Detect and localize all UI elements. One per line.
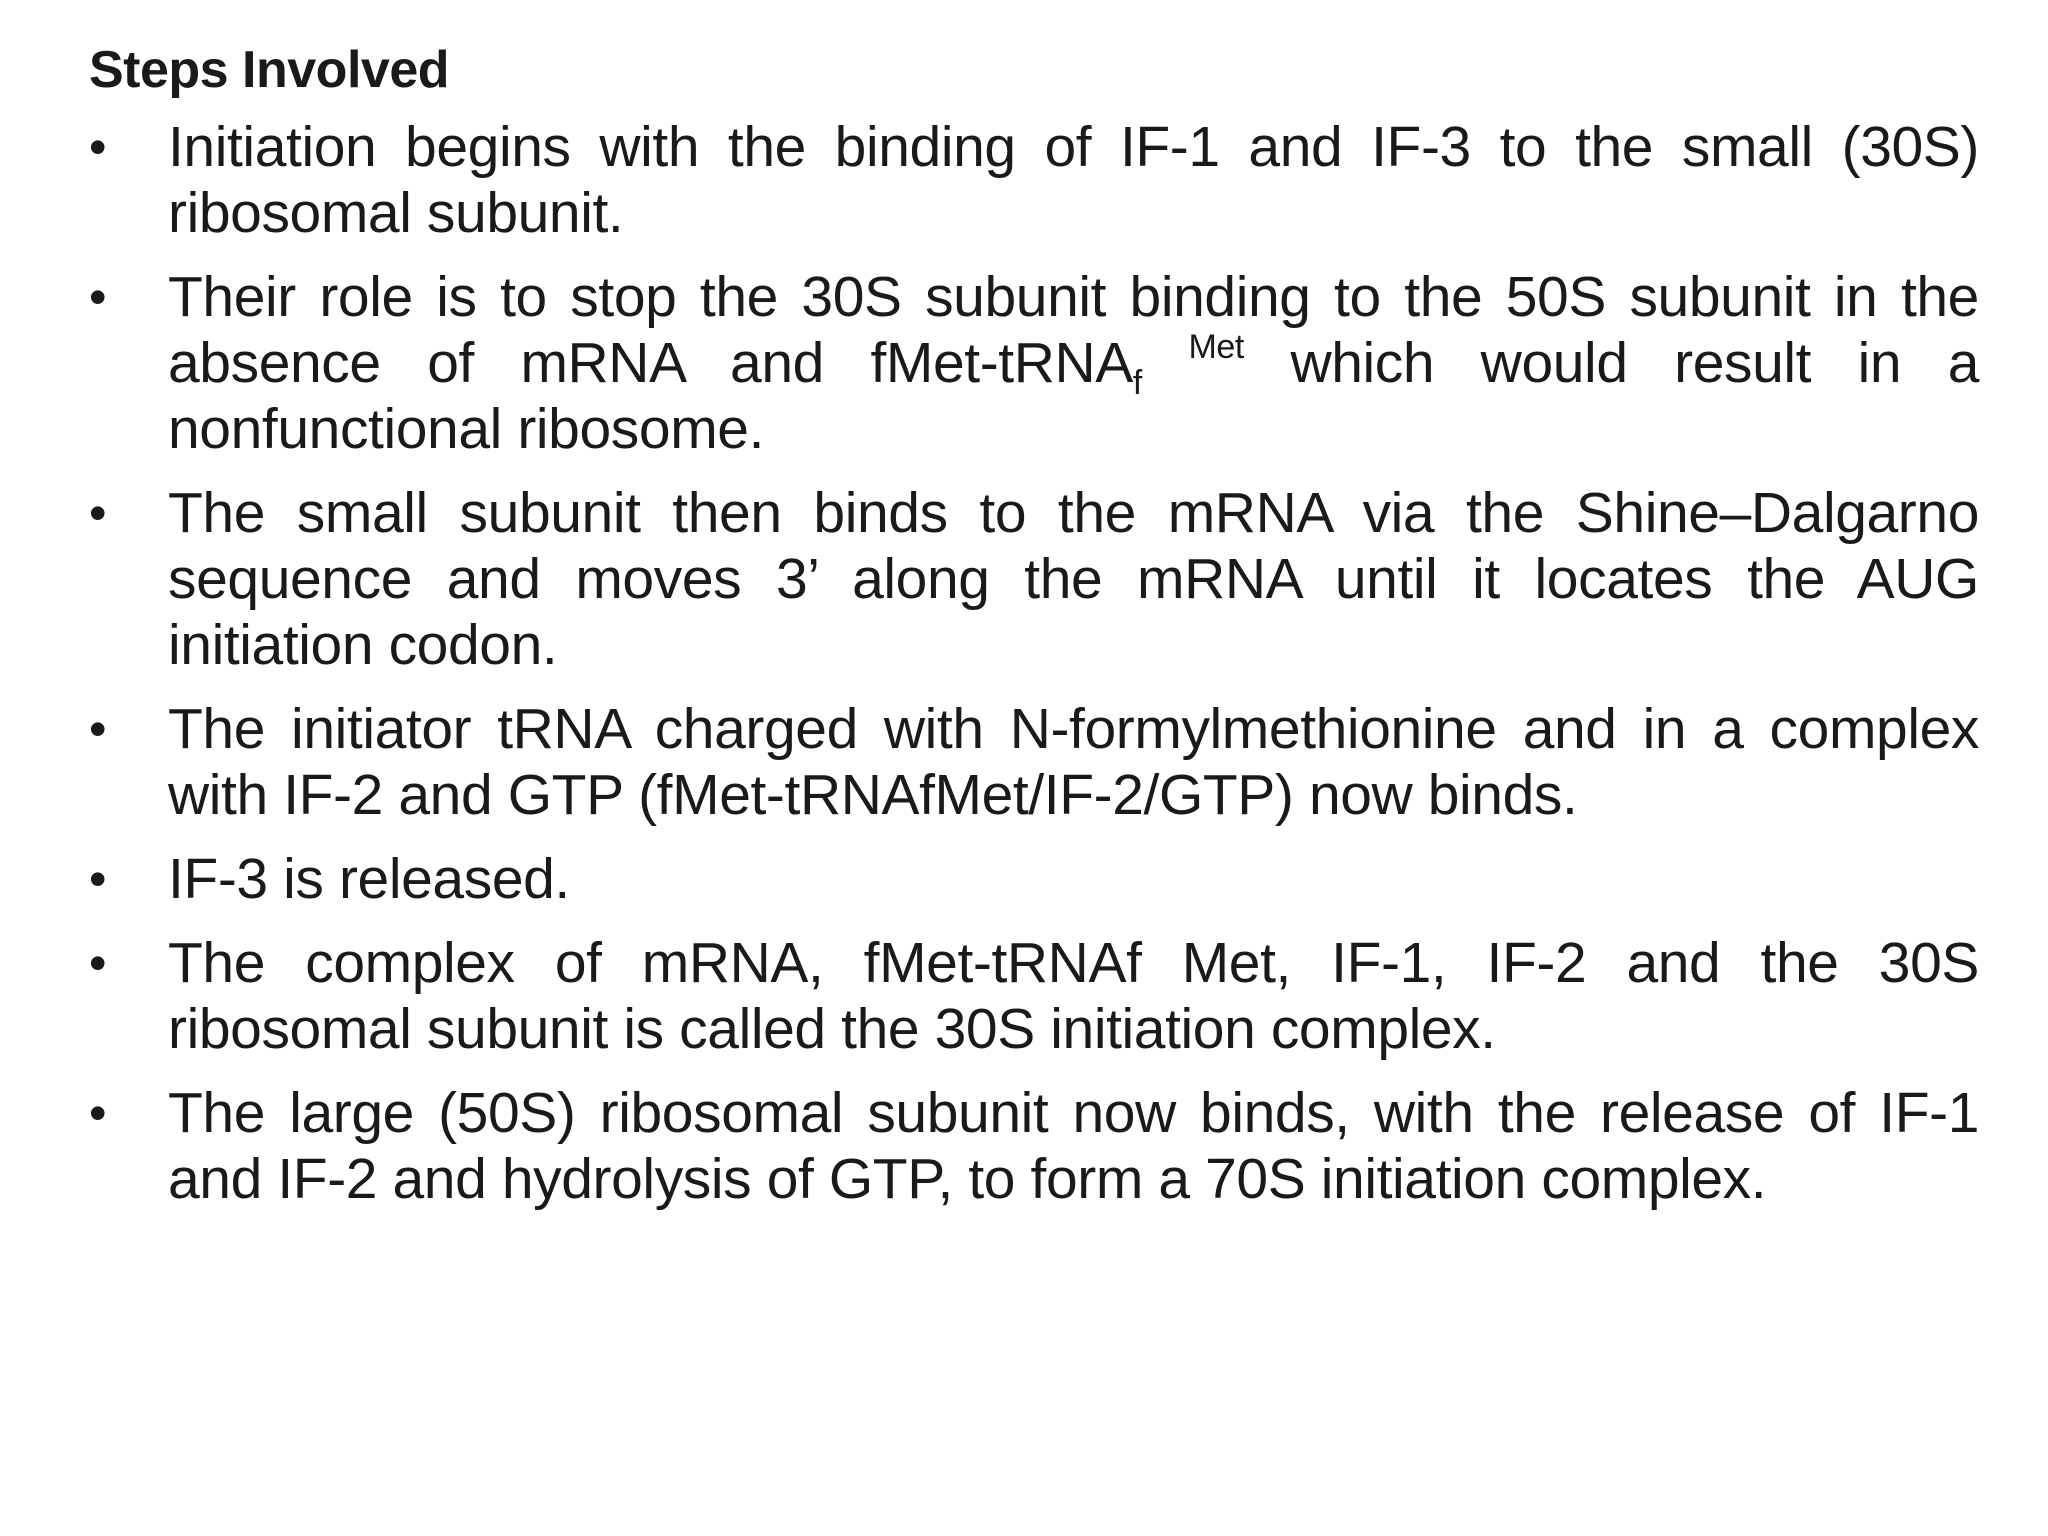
bullet-icon: • xyxy=(89,935,107,991)
subscript-f: f xyxy=(1132,364,1142,402)
list-item xyxy=(89,480,1979,678)
bullet-icon: • xyxy=(89,269,107,325)
list-item xyxy=(89,846,1979,912)
bullet-text: The small subunit then binds to the mRNA via the Shine–Dalgarno sequence and moves 3’ along the mRNA until it locates the AUG initiation codon. xyxy=(168,481,1979,677)
bullet-icon: • xyxy=(89,851,107,907)
bullet-icon: • xyxy=(89,1085,107,1141)
bullet-icon: • xyxy=(89,119,107,175)
list-item xyxy=(89,1080,1979,1212)
bullet-text: Initiation begins with the binding of IF-1 and IF-3 to the small (30S) ribosomal subunit. xyxy=(168,115,1979,245)
bullet-text: The complex of mRNA, fMet-tRNAf Met, IF-1, IF-2 and the 30S ribosomal subunit is called the 30S initiation complex. xyxy=(168,931,1979,1061)
bullet-text: The large (50S) ribosomal subunit now binds, with the release of IF-1 and IF-2 and hydrolysis of GTP, to form a 70S initiation complex. xyxy=(168,1081,1979,1211)
list-item xyxy=(89,930,1979,1062)
bullet-icon: • xyxy=(89,485,107,541)
bullet-text: The initiator tRNA charged with N-formylmethionine and in a complex with IF-2 and GTP (fMet-tRNAfMet/IF-2/GTP) now binds. xyxy=(168,697,1979,827)
list-item xyxy=(89,114,1979,246)
superscript-met: Met xyxy=(1188,328,1244,366)
bullet-text: Their role is to stop the 30S subunit binding to the 50S subunit in the absence of mRNA and fMet-tRNA xyxy=(168,265,1979,395)
bullet-list xyxy=(89,114,1979,1230)
bullet-icon: • xyxy=(89,701,107,757)
list-item xyxy=(89,696,1979,828)
slide-heading: Steps Involved xyxy=(89,41,449,99)
list-item xyxy=(89,264,1979,462)
bullet-text: IF-3 is released. xyxy=(168,847,570,911)
bullet-text-continued: which would result in a nonfunctional ribosome. xyxy=(168,331,1979,461)
